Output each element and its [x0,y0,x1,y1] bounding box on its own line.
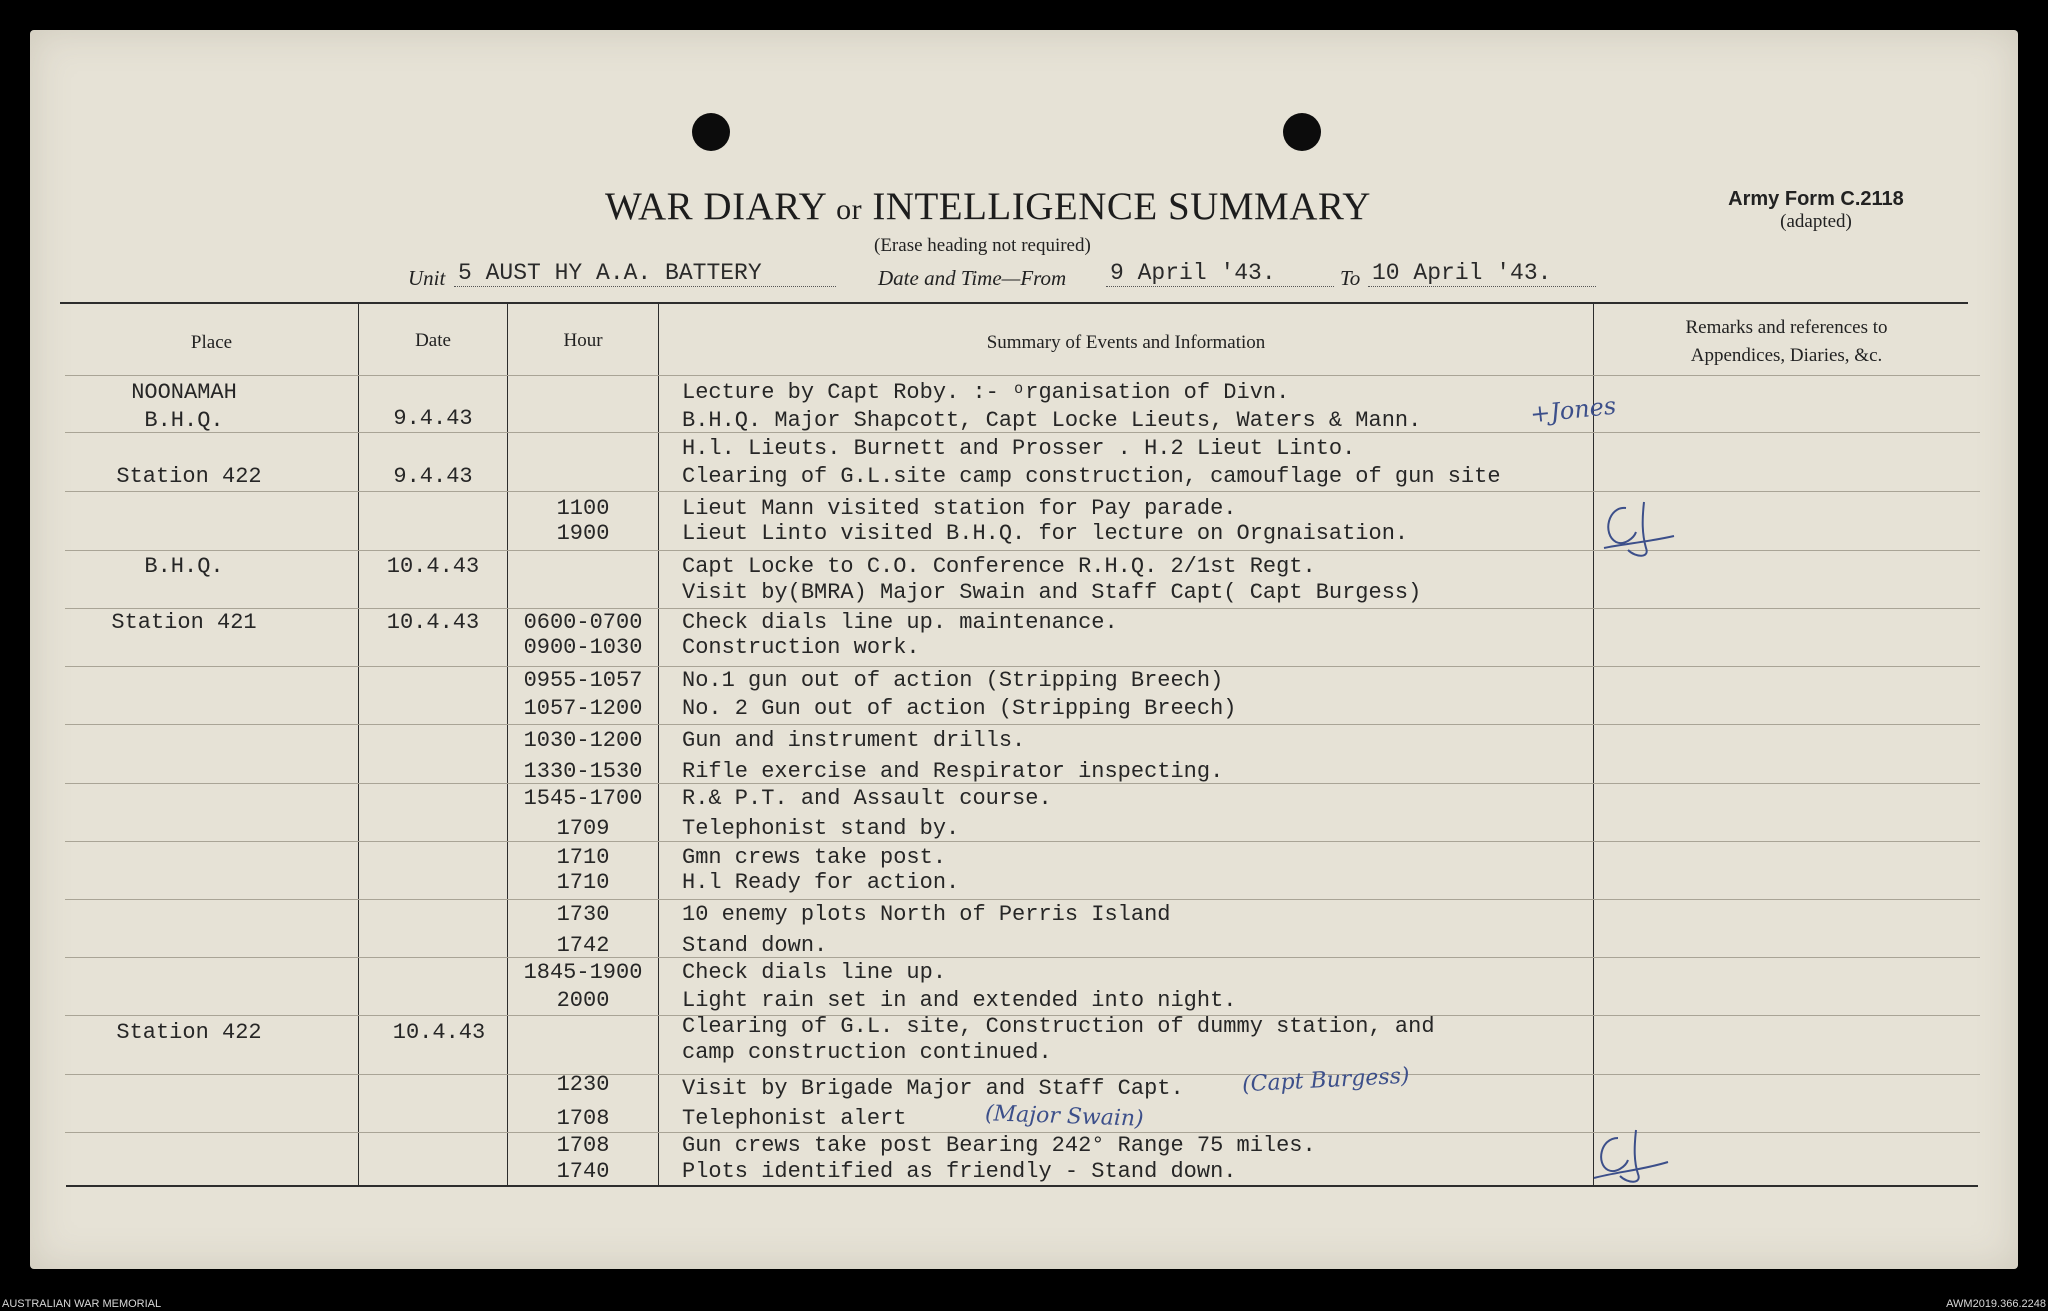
row-rule [65,841,1980,842]
entry-summary: Telephonist alert [682,1106,907,1131]
entry-hour: 1742 [556,933,610,958]
row-rule [65,550,1980,551]
entry-place: B.H.Q. [144,554,224,579]
entry-place: Station 421 [111,610,257,635]
column-divider [358,304,359,1185]
row-rule [65,899,1980,900]
table-top-rule [60,302,1968,304]
entry-date: 9.4.43 [393,406,473,431]
col-header-remarks [1594,314,1979,370]
handwritten-jones: +Jones [1528,391,1618,429]
handwritten-major-swain: (Major Swain) [984,1101,1144,1132]
entry-hour: 1708 [556,1106,610,1131]
row-rule [65,666,1980,667]
entry-hour: 0900-1030 [523,635,643,660]
entry-summary: No. 2 Gun out of action (Stripping Breech) [682,696,1237,721]
row-rule [65,491,1980,492]
punch-hole [1283,113,1321,151]
date-from-label: Date and Time—From [878,266,1067,290]
entry-summary: Check dials line up. [682,960,947,985]
col-header-hour: Hour [563,330,603,351]
entry-summary: R.& P.T. and Assault course. [682,786,1052,811]
entry-hour: 1740 [556,1159,610,1184]
date-to-label: To [1340,266,1361,290]
row-rule [65,724,1980,725]
entry-hour: 1710 [556,845,610,870]
entry-summary: Clearing of G.L. site, Construction of dummy station, and [682,1014,1435,1039]
title-intelligence-summary: INTELLIGENCE SUMMARY [872,185,1371,228]
entry-summary: Plots identified as friendly - Stand down. [682,1159,1237,1184]
row-rule [65,608,1980,609]
entry-summary: H.l. Lieuts. Burnett and Prosser . H.2 Lieut Linto. [682,436,1356,461]
col-header-place: Place [190,332,233,353]
entry-summary: B.H.Q. Major Shapcott, Capt Locke Lieuts, Waters & Mann. [682,408,1422,433]
unit-label: Unit [408,266,446,290]
archive-credit: AUSTRALIAN WAR MEMORIAL [2,1298,162,1310]
entry-summary: Gun crews take post Bearing 242° Range 75 miles. [682,1133,1316,1158]
entry-summary: Visit by(BMRA) Major Swain and Staff Capt( Capt Burgess) [682,580,1422,605]
row-rule [65,1074,1980,1075]
entry-hour: 1708 [556,1133,610,1158]
col-header-remarks-line1: Remarks and references to [1685,317,1888,338]
entry-hour: 1030-1200 [523,728,643,753]
col-header-summary: Summary of Events and Information [986,332,1266,353]
archive-reference: AWM2019.366.2248 [1946,1298,2046,1310]
entry-date: 10.4.43 [386,610,480,635]
entry-hour: 1230 [556,1072,610,1097]
title-war-diary: WAR DIARY [605,185,826,228]
title-or: or [836,193,863,226]
row-rule [65,375,1980,376]
entry-summary: Telephonist stand by. [682,816,960,841]
entry-hour: 0600-0700 [523,610,643,635]
date-from-value: 9 April '43. [1106,260,1334,287]
entry-date: 10.4.43 [392,1020,486,1045]
entry-hour: 1730 [556,902,610,927]
entry-hour: 1709 [556,816,610,841]
army-form-number: Army Form C.2118 [1728,188,1904,210]
handwritten-capt-burgess: (Capt Burgess) [1241,1063,1411,1098]
column-divider [1593,304,1594,1185]
entry-summary: No.1 gun out of action (Stripping Breech) [682,668,1224,693]
entry-hour: 1545-1700 [523,786,643,811]
date-to-value: 10 April '43. [1368,260,1596,287]
row-rule [65,957,1980,958]
army-form-adapted: (adapted) [1780,211,1852,232]
entry-place: B.H.Q. [144,408,224,433]
punch-hole [692,113,730,151]
handwritten-initials-mark [1590,1128,1670,1186]
entry-hour: 0955-1057 [523,668,643,693]
entry-hour: 1900 [556,521,610,546]
entry-summary: Visit by Brigade Major and Staff Capt. [682,1076,1184,1101]
entry-hour: 1330-1530 [523,759,643,784]
entry-summary: Check dials line up. maintenance. [682,610,1118,635]
entry-hour: 1100 [556,496,610,521]
entry-summary: camp construction continued. [682,1040,1052,1065]
entry-summary: H.l Ready for action. [682,870,960,895]
entry-summary: Lecture by Capt Roby. :- ᵒrganisation of Divn. [682,380,1290,405]
entry-summary: Gmn crews take post. [682,845,947,870]
entry-summary: Stand down. [682,933,828,958]
army-form-label [1716,188,1916,233]
entry-hour: 2000 [556,988,610,1013]
entry-hour: 1845-1900 [523,960,643,985]
entry-date: 10.4.43 [386,554,480,579]
entry-summary: Capt Locke to C.O. Conference R.H.Q. 2/1st Regt. [682,554,1316,579]
entry-summary: Lieut Mann visited station for Pay parade. [682,496,1237,521]
col-header-date: Date [415,330,451,351]
entry-summary: Lieut Linto visited B.H.Q. for lecture on Orgnaisation. [682,521,1409,546]
entry-summary: Rifle exercise and Respirator inspecting. [682,759,1224,784]
entry-date: 9.4.43 [393,464,473,489]
entry-summary: Light rain set in and extended into night. [682,988,1237,1013]
entry-summary: Gun and instrument drills. [682,728,1026,753]
erase-note: (Erase heading not required) [874,235,1091,256]
entry-hour: 1057-1200 [523,696,643,721]
entry-place: NOONAMAH [131,380,237,405]
entry-place: Station 422 [116,1020,262,1045]
page-title [605,184,1371,229]
handwritten-initials-mark [1596,498,1676,562]
entry-summary: Clearing of G.L.site camp construction, camouflage of gun site [682,464,1501,489]
column-divider [658,304,659,1185]
unit-value: 5 AUST HY A.A. BATTERY [454,260,836,287]
table-bottom-rule [66,1185,1978,1187]
col-header-remarks-line2: Appendices, Diaries, &c. [1690,345,1883,366]
entry-summary: 10 enemy plots North of Perris Island [682,902,1171,927]
entry-hour: 1710 [556,870,610,895]
entry-place: Station 422 [116,464,262,489]
entry-summary: Construction work. [682,635,920,660]
